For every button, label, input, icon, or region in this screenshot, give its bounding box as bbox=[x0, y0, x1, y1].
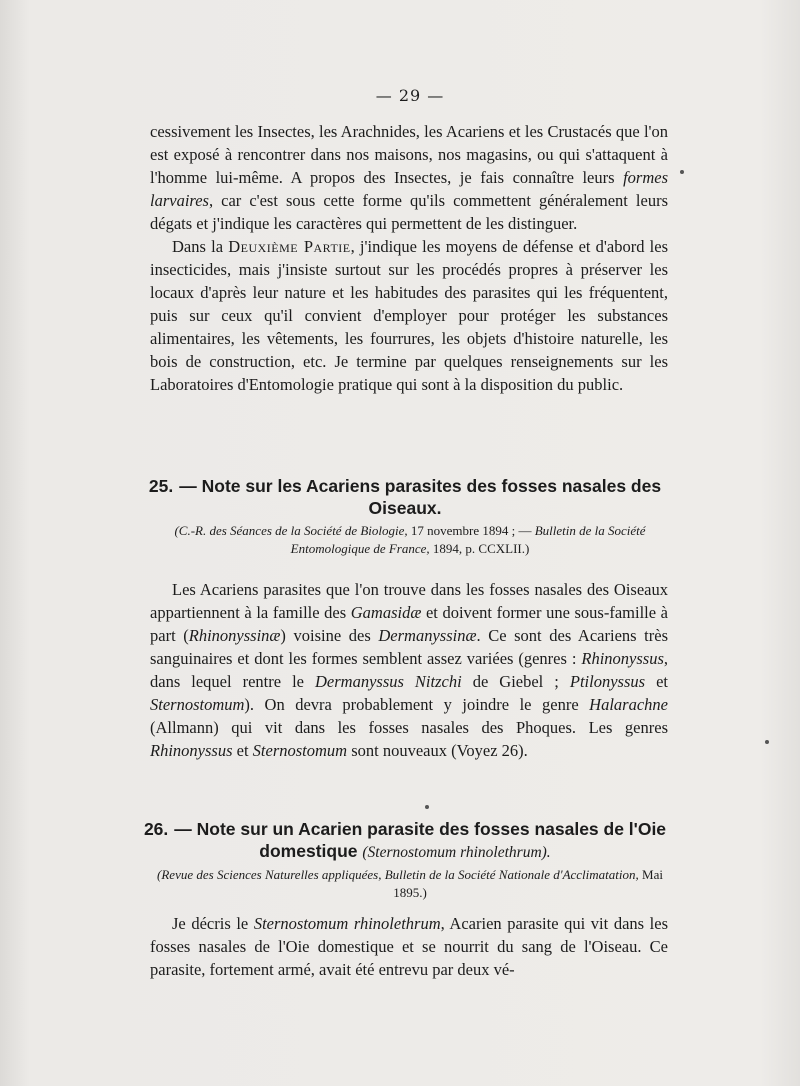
section-26-ref-text bbox=[150, 866, 670, 902]
text-run: , Acarien parasite qui vit dans les fosses nasales de l'Oie domestique et se nourrit du sang de l'Oiseau. Ce parasite, fortement armé, avait été entrevu par deux vé- bbox=[150, 914, 668, 979]
section-25-number: 25. bbox=[148, 476, 174, 496]
section-26-title bbox=[140, 818, 670, 864]
italic-run: Dermanyssinæ bbox=[378, 626, 477, 645]
intro-paragraph-1 bbox=[150, 120, 668, 235]
text-run: , dans lequel rentre le bbox=[150, 649, 668, 691]
upright-run: 1894, p. CCXLII.) bbox=[429, 541, 530, 556]
ink-speck bbox=[425, 805, 429, 809]
italic-run: (Revue des Sciences Naturelles appliquées, Bulletin de la Société Nationale d'Acclimatation, bbox=[157, 867, 639, 882]
italic-run: Sternostomum rhinolethrum bbox=[253, 914, 441, 933]
text-run: et doivent former une sous-famille à part ( bbox=[150, 603, 668, 645]
section-25-body bbox=[150, 578, 668, 762]
section-25-title-text: — Note sur les Acariens parasites des fosses nasales des Oiseaux. bbox=[179, 476, 662, 518]
text-run: cessivement les Insectes, les Arachnides, les Acariens et les Crustacés que l'on est exposé à rencontrer dans nos maisons, nos magasins, ou qui s'attaquent à l'homme lui-même. A propos des Insectes, je fais connaître leurs bbox=[150, 122, 668, 187]
intro-paragraph-2 bbox=[150, 235, 668, 396]
text-run: , j'indique les moyens de défense et d'abord les insecticides, mais j'insiste surtout sur les procédés propres à préserver les locaux d'après leur nature et les habitudes des parasites qui les fréquentent, puis sur ceux qu'il convient d'employer pour protéger les substances alimentaires, les vêtements, les fourrures, les objets d'histoire naturelle, les bois de construction, etc. Je termine par quelques renseignements sur les Laboratoires d'Entomologie pratique qui sont à la disposition du public. bbox=[150, 237, 668, 394]
italic-run: Sternostomum bbox=[150, 695, 245, 714]
section-26-body bbox=[150, 912, 668, 981]
italic-run: Gamasidæ bbox=[350, 603, 422, 622]
text-run: Les Acariens parasites que l'on trouve dans les fosses nasales des Oiseaux appartiennent à la famille des bbox=[150, 580, 668, 622]
upright-run: Mai 1895.) bbox=[393, 867, 663, 900]
text-run: . Ce sont des Acariens très sanguinaires et dont les formes semblent assez variées (genres : bbox=[150, 626, 668, 668]
italic-run: Rhinonyssus bbox=[581, 649, 664, 668]
section-25-title bbox=[140, 475, 670, 519]
section-25-ref-text bbox=[150, 522, 670, 558]
text-run: et bbox=[645, 672, 668, 691]
text-run: de Giebel ; bbox=[461, 672, 570, 691]
section-26-reference bbox=[150, 866, 670, 902]
text-run: Je décris le bbox=[172, 914, 254, 933]
text-run: Dans la bbox=[172, 237, 229, 256]
italic-run: Rhinonyssinæ bbox=[188, 626, 281, 645]
section-26-heading bbox=[140, 818, 670, 864]
section-26-title-species: (Sternostomum rhinolethrum). bbox=[362, 844, 551, 861]
section-25-paragraph bbox=[150, 578, 668, 762]
text-run: (Allmann) qui vit dans les fosses nasales des Phoques. Les genres bbox=[150, 718, 668, 737]
text-run: et bbox=[232, 741, 253, 760]
text-run: sont nouveaux (Voyez 26). bbox=[347, 741, 528, 760]
section-25-heading bbox=[140, 475, 670, 519]
section-25-reference bbox=[150, 522, 670, 558]
ink-speck bbox=[680, 170, 684, 174]
page-number: — 29 — bbox=[375, 86, 445, 105]
text-run: ) voisine des bbox=[280, 626, 379, 645]
text-run: , car c'est sous cette forme qu'ils commettent généralement leurs dégats et j'indique les caractères qui permettent de les distinguer. bbox=[150, 191, 668, 233]
italic-run: formes larvaires bbox=[150, 168, 668, 210]
section-26-paragraph bbox=[150, 912, 668, 981]
section-26-title-text: — Note sur un Acarien parasite des fosses nasales de l'Oie domestique bbox=[174, 819, 667, 861]
intro-text bbox=[150, 120, 668, 396]
italic-run: Rhinonyssus bbox=[150, 741, 233, 760]
italic-run: Halarachne bbox=[589, 695, 668, 714]
text-run: ). On devra probablement y joindre le genre bbox=[244, 695, 590, 714]
upright-run: 17 novembre 1894 ; — bbox=[407, 523, 535, 538]
ink-speck bbox=[765, 740, 769, 744]
italic-run: Dermanyssus Nitzchi bbox=[315, 672, 462, 691]
italic-run: Ptilonyssus bbox=[569, 672, 646, 691]
italic-run: (C.-R. des Séances de la Société de Biologie, bbox=[174, 523, 408, 538]
italic-run: Sternostomum bbox=[252, 741, 348, 760]
italic-run: Bulletin de la Société Entomologique de France, bbox=[290, 523, 646, 556]
small-caps-run: Deuxième Partie bbox=[228, 237, 351, 256]
section-26-number: 26. bbox=[143, 819, 169, 839]
